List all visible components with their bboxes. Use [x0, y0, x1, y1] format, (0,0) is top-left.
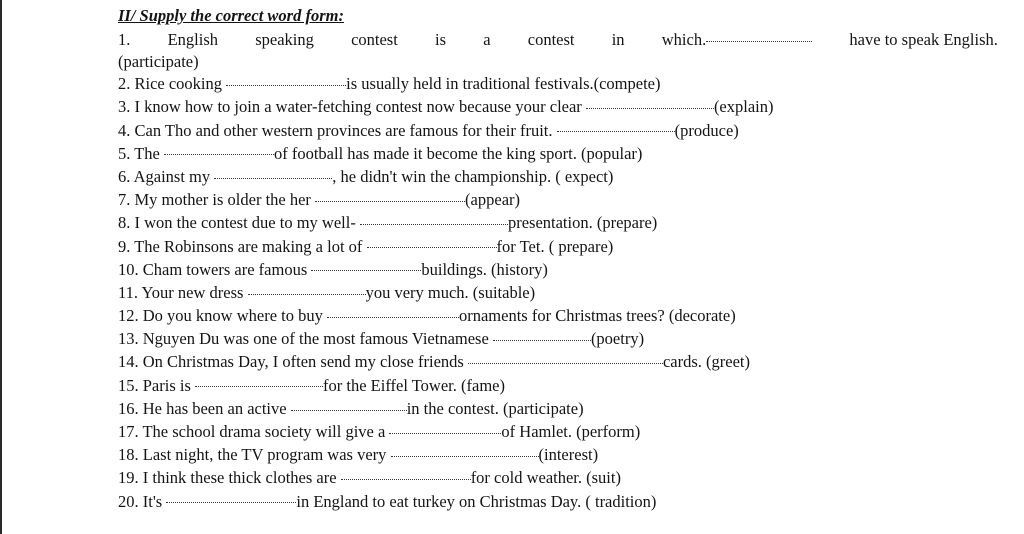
question-item	[118, 281, 998, 304]
answer-blank[interactable]	[389, 432, 501, 434]
question-text-before: Do you know where to buy	[142, 306, 323, 326]
answer-blank[interactable]	[468, 362, 663, 364]
question-number: 3.	[118, 97, 131, 117]
answer-blank[interactable]	[391, 455, 539, 457]
answer-blank[interactable]	[557, 130, 675, 132]
page-left-border	[0, 0, 2, 534]
question-list	[118, 72, 998, 513]
question-text-after: (appear)	[465, 190, 521, 210]
question-text-after: is usually held in traditional festivals.(compete)	[346, 74, 661, 94]
question-number: 20.	[118, 491, 139, 511]
question-text-before: Last night, the TV program was very	[142, 445, 387, 465]
question-text-after: for cold weather. (suit)	[470, 468, 621, 488]
question-item	[118, 211, 998, 234]
question-text-after: of Hamlet. (perform)	[501, 422, 641, 442]
question-text-before: On Christmas Day, I often send my close friends	[142, 352, 464, 372]
answer-blank[interactable]	[214, 177, 332, 179]
question-number: 2.	[118, 74, 131, 94]
question-text-before: Rice cooking	[134, 74, 223, 94]
question-text-before: The Robinsons are making a lot of	[134, 236, 363, 256]
question-1-text: 1. English speaking contest is a contest in which. have to speak English.	[118, 28, 998, 51]
exercise-heading: II/ Supply the correct word form:	[118, 6, 344, 25]
answer-blank[interactable]	[248, 293, 366, 295]
answer-blank[interactable]	[586, 107, 714, 109]
question-item	[118, 443, 998, 466]
answer-blank[interactable]	[327, 316, 459, 318]
answer-blank[interactable]	[195, 385, 323, 387]
question-number: 1.	[118, 30, 131, 49]
question-number: 15.	[118, 375, 139, 395]
question-item	[118, 142, 998, 165]
answer-blank[interactable]	[315, 200, 465, 202]
question-number: 14.	[118, 352, 139, 372]
question-item	[118, 95, 998, 118]
question-1-hint: (participate)	[118, 52, 199, 72]
question-1	[118, 28, 998, 51]
answer-blank[interactable]	[166, 501, 296, 503]
question-item	[118, 235, 998, 258]
question-number: 4.	[118, 120, 131, 140]
question-item	[118, 258, 998, 281]
question-number: 16.	[118, 398, 139, 418]
question-text-after: buildings. (history)	[421, 259, 548, 279]
question-number: 13.	[118, 329, 139, 349]
answer-blank[interactable]	[226, 84, 346, 86]
question-item	[118, 304, 998, 327]
question-text-before: I think these thick clothes are	[142, 468, 337, 488]
question-number: 8.	[118, 213, 131, 233]
question-text-after: (interest)	[538, 445, 599, 465]
question-item	[118, 397, 998, 420]
answer-blank[interactable]	[367, 246, 497, 248]
question-text-after: (explain)	[713, 97, 774, 117]
question-item	[118, 72, 998, 95]
question-text-before: I know how to join a water-fetching contest now because your clear	[134, 97, 582, 117]
question-item	[118, 119, 998, 142]
question-text-before: My mother is older the her	[134, 190, 311, 210]
question-number: 12.	[118, 306, 139, 326]
question-text-before: Can Tho and other western provinces are famous for their fruit.	[134, 120, 553, 140]
question-text-before: Against my	[133, 166, 211, 186]
question-text-before: I won the contest due to my well-	[134, 213, 356, 233]
question-number: 9.	[118, 236, 131, 256]
question-text-before: Paris is	[142, 375, 191, 395]
answer-blank[interactable]	[291, 409, 407, 411]
question-text-before: It's	[142, 491, 163, 511]
worksheet	[118, 6, 998, 513]
question-number: 6.	[118, 166, 131, 186]
question-text-after: for the Eiffel Tower. (fame)	[323, 375, 505, 395]
question-item	[118, 165, 998, 188]
question-item	[118, 490, 998, 513]
question-text-after: , he didn't win the championship. ( expect)	[332, 166, 614, 186]
question-item	[118, 350, 998, 373]
question-text-before: The	[134, 143, 160, 163]
question-text-after: in the contest. (participate)	[406, 398, 584, 418]
question-number: 17.	[118, 422, 139, 442]
answer-blank[interactable]	[311, 269, 421, 271]
answer-blank[interactable]	[341, 478, 471, 480]
answer-blank[interactable]	[706, 40, 812, 42]
question-text-after: cards. (greet)	[662, 352, 750, 372]
question-text-after: ornaments for Christmas trees? (decorate)	[458, 306, 736, 326]
question-text-after: in England to eat turkey on Christmas Day. ( tradition)	[296, 491, 657, 511]
question-text-before: Cham towers are famous	[142, 259, 308, 279]
question-number: 7.	[118, 190, 131, 210]
question-text-before: Nguyen Du was one of the most famous Vietnamese	[142, 329, 489, 349]
question-number: 11.	[118, 282, 139, 302]
question-number: 5.	[118, 143, 131, 163]
question-number: 18.	[118, 445, 139, 465]
question-item	[118, 188, 998, 211]
question-item	[118, 420, 998, 443]
answer-blank[interactable]	[360, 223, 508, 225]
question-item	[118, 466, 998, 489]
question-text-before: Your new dress	[141, 282, 244, 302]
question-item	[118, 374, 998, 397]
question-number: 19.	[118, 468, 139, 488]
question-text-before: The school drama society will give a	[142, 422, 386, 442]
question-text-after: (poetry)	[590, 329, 645, 349]
question-item	[118, 327, 998, 350]
question-text-before: He has been an active	[142, 398, 287, 418]
question-text-after: (produce)	[674, 120, 739, 140]
question-text-after: presentation. (prepare)	[507, 213, 658, 233]
question-number: 10.	[118, 259, 139, 279]
answer-blank[interactable]	[493, 339, 591, 341]
question-text-after: you very much. (suitable)	[365, 282, 536, 302]
question-text-after: for Tet. ( prepare)	[496, 236, 614, 256]
question-text-after: of football has made it become the king sport. (popular)	[273, 143, 643, 163]
answer-blank[interactable]	[164, 153, 274, 155]
